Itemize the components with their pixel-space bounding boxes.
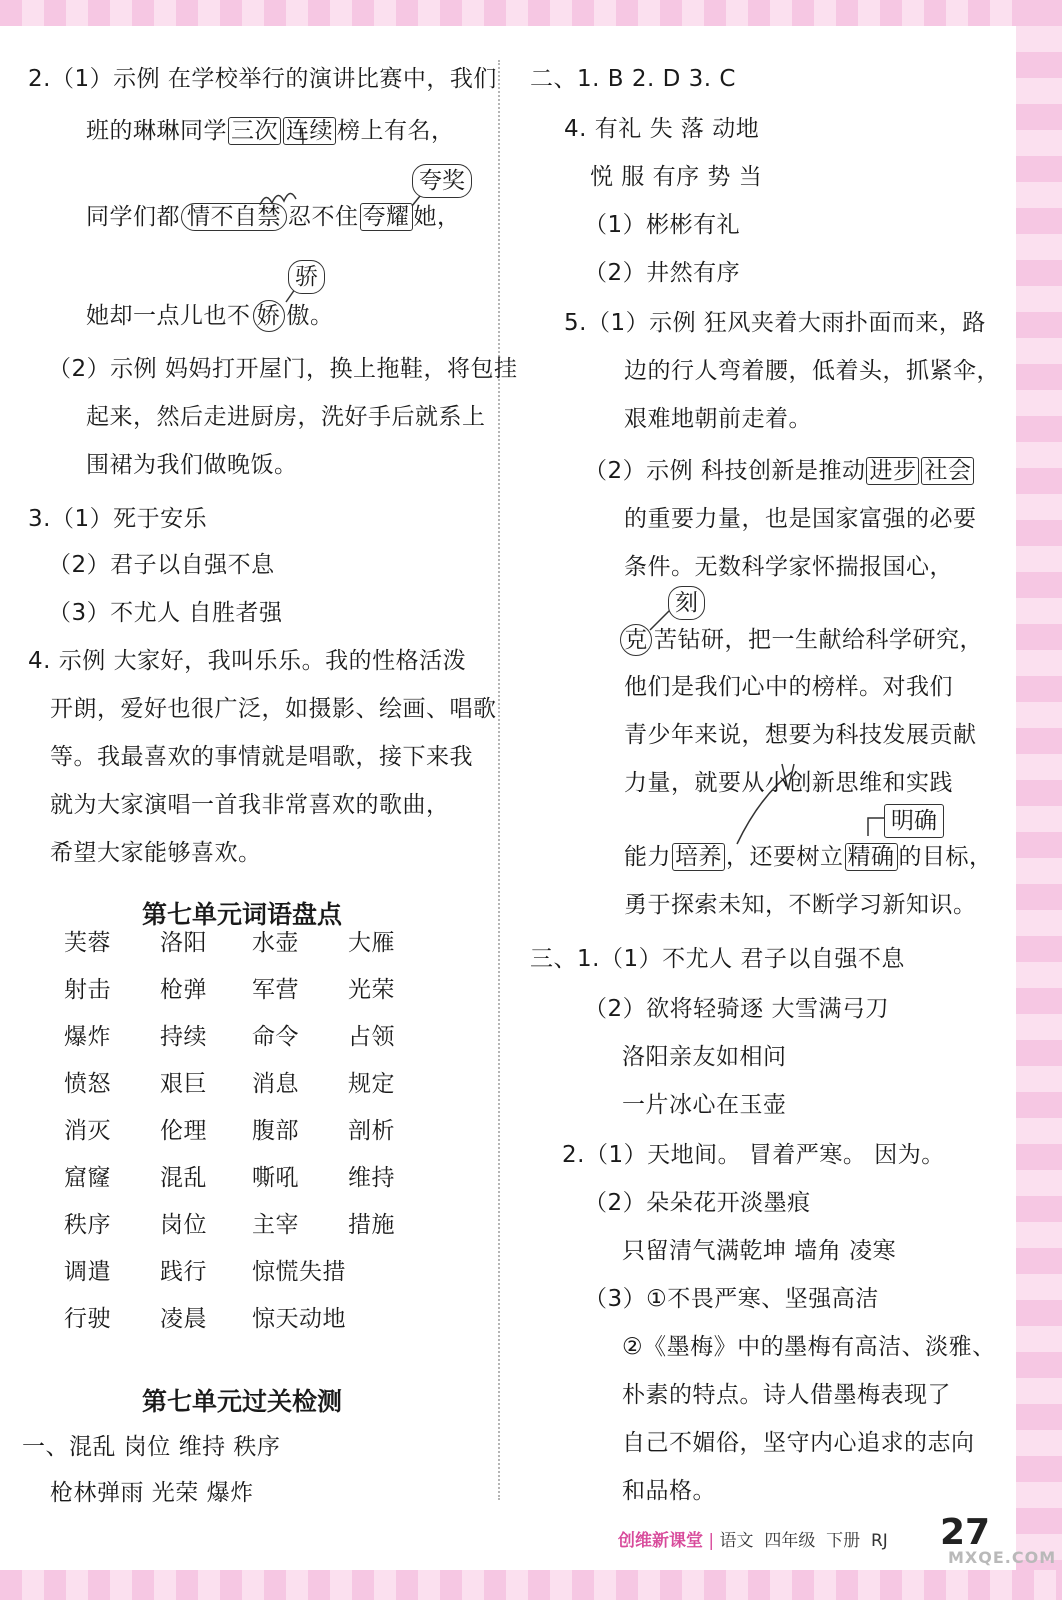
correction-line bbox=[868, 818, 884, 836]
footer: 创维新课堂 | 语文 四年级 下册 RJ bbox=[618, 1531, 888, 1551]
q2-p1-line2: 班的琳琳同学 三次 连续 榜上有名， bbox=[86, 118, 455, 144]
vocab-word: 行驶 bbox=[64, 1306, 111, 1332]
s3-line12: 和品格。 bbox=[622, 1478, 716, 1504]
vocab-word: 主宰 bbox=[252, 1212, 299, 1238]
edition: RJ bbox=[870, 1531, 888, 1551]
vocab-word: 射击 bbox=[64, 977, 111, 1003]
q2-p1-line3: 同学们都 情不自禁 忍不住 夸耀 她， bbox=[86, 204, 461, 230]
test-line2: 枪林弹雨 光荣 爆炸 bbox=[50, 1480, 254, 1506]
vocab-word: 维持 bbox=[348, 1165, 395, 1191]
vocab-word: 艰巨 bbox=[160, 1071, 207, 1097]
vocab-word: 枪弹 bbox=[160, 977, 207, 1003]
s3-line7: 只留清气满乾坤 墙角 凌寒 bbox=[622, 1238, 897, 1264]
s2-q5-p2-line5: 他们是我们心中的榜样。对我们 bbox=[624, 674, 953, 700]
vocab-word: 大雁 bbox=[348, 930, 395, 956]
s2-q5-line3: 艰难地朝前走着。 bbox=[624, 406, 812, 432]
wrong-char-circle: 克 bbox=[620, 624, 652, 656]
s2-q4-line4: （2）井然有序 bbox=[584, 260, 741, 286]
vocab-word: 消息 bbox=[252, 1071, 299, 1097]
vocab-word: 命令 bbox=[252, 1024, 299, 1050]
vocab-word: 占领 bbox=[348, 1024, 395, 1050]
s3-line2: （2）欲将轻骑逐 大雪满弓刀 bbox=[584, 996, 889, 1022]
q4-line3: 等。我最喜欢的事情就是唱歌，接下来我 bbox=[50, 744, 473, 770]
vocab-word: 腹部 bbox=[252, 1118, 299, 1144]
vocab-word: 愤怒 bbox=[64, 1071, 111, 1097]
wrong-char-circle: 娇 bbox=[253, 300, 285, 332]
correction-bubble: 明确 bbox=[884, 804, 944, 838]
s2-q5-p2-line6: 青少年来说，想要为科技发展贡献 bbox=[624, 722, 977, 748]
q4-line5: 希望大家能够喜欢。 bbox=[50, 840, 262, 866]
q2-p2-line2: 起来，然后走进厨房，洗好手后就系上 bbox=[86, 404, 486, 430]
q4-line4: 就为大家演唱一首我非常喜欢的歌曲， bbox=[50, 792, 450, 818]
s3-line8: （3）①不畏严寒、坚强高洁 bbox=[584, 1286, 879, 1312]
wrong-word-box: 精确 bbox=[845, 843, 898, 871]
q3-line3: （3）不尤人 自胜者强 bbox=[48, 600, 283, 626]
vocab-word: 混乱 bbox=[160, 1165, 207, 1191]
s2-q5-p2-line9: 勇于探索未知，不断学习新知识。 bbox=[624, 892, 977, 918]
vocab-word: 惊慌失措 bbox=[252, 1259, 346, 1285]
test-title: 第七单元过关检测 bbox=[142, 1387, 343, 1416]
vocab-word: 持续 bbox=[160, 1024, 207, 1050]
vocab-title: 第七单元词语盘点 bbox=[142, 900, 343, 929]
vocab-word: 践行 bbox=[160, 1259, 207, 1285]
q4-line1: 4. 示例 大家好，我叫乐乐。我的性格活泼 bbox=[28, 648, 467, 674]
s2-q4-line2: 悦 服 有序 势 当 bbox=[590, 164, 763, 190]
wrong-word-box: 夸耀 bbox=[360, 203, 413, 231]
s3-line10: 朴素的特点。诗人借墨梅表现了 bbox=[622, 1382, 951, 1408]
q2-p2-line3: 围裙为我们做晚饭。 bbox=[86, 452, 298, 478]
s2-q5-p2-line7: 力量，就要从小创新思维和实践 bbox=[624, 770, 953, 796]
s2-q4-line3: （1）彬彬有礼 bbox=[584, 212, 741, 238]
correction-bubble: 夸奖 bbox=[412, 164, 472, 198]
q2-p2-line1: （2）示例 妈妈打开屋门，换上拖鞋，将包挂 bbox=[48, 356, 518, 382]
s2-line1: 二、1. B 2. D 3. C bbox=[530, 66, 736, 92]
watermark: MXQE.COM bbox=[948, 1548, 1057, 1567]
delete-oval: 情不自禁 bbox=[181, 203, 287, 231]
s2-q5-line2: 边的行人弯着腰，低着头，抓紧伞， bbox=[624, 358, 1000, 384]
s2-q5-p2-line3: 条件。无数科学家怀揣报国心， bbox=[624, 554, 953, 580]
q4-line2: 开朗，爱好也很广泛，如摄影、绘画、唱歌 bbox=[50, 696, 497, 722]
vocab-word: 措施 bbox=[348, 1212, 395, 1238]
vocab-word: 凌晨 bbox=[160, 1306, 207, 1332]
s3-line3: 洛阳亲友如相问 bbox=[622, 1044, 787, 1070]
q2-p1-line1: 2.（1）示例 在学校举行的演讲比赛中，我们 bbox=[28, 66, 497, 92]
page-number: 27 bbox=[940, 1512, 991, 1553]
grade: 四年级 bbox=[764, 1531, 816, 1551]
vocab-word: 剖析 bbox=[348, 1118, 395, 1144]
vocab-word: 秩序 bbox=[64, 1212, 111, 1238]
test-line1: 一、混乱 岗位 维持 秩序 bbox=[22, 1434, 281, 1460]
vocab-word: 芙蓉 bbox=[64, 930, 111, 956]
subject: 语文 bbox=[719, 1531, 754, 1551]
vocab-word: 爆炸 bbox=[64, 1024, 111, 1050]
q3-line1: 3.（1）死于安乐 bbox=[28, 506, 208, 532]
s3-line11: 自己不媚俗，坚守内心追求的志向 bbox=[622, 1430, 975, 1456]
vocab-word: 伦理 bbox=[160, 1118, 207, 1144]
vocab-word: 调遣 bbox=[64, 1259, 111, 1285]
s2-q5-p2-line4: 克 苦钻研，把一生献给科学研究， bbox=[618, 624, 983, 656]
correction-bubble: 刻 bbox=[668, 586, 705, 620]
vocab-word: 光荣 bbox=[348, 977, 395, 1003]
vocab-word: 嘶吼 bbox=[252, 1165, 299, 1191]
q3-line2: （2）君子以自强不息 bbox=[48, 552, 275, 578]
s2-q5-line1: 5.（1）示例 狂风夹着大雨扑面而来，路 bbox=[564, 310, 986, 336]
s2-q5-p2-line1: （2）示例 科技创新是推动 进步 社会 bbox=[584, 456, 975, 486]
s3-line1: 三、1.（1）不尤人 君子以自强不息 bbox=[530, 946, 905, 972]
vocab-word: 岗位 bbox=[160, 1212, 207, 1238]
s2-q4-line1: 4. 有礼 失 落 动地 bbox=[564, 116, 760, 142]
move-box: 培养 bbox=[672, 843, 725, 871]
vocab-word: 洛阳 bbox=[160, 930, 207, 956]
vocab-word: 规定 bbox=[348, 1071, 395, 1097]
s3-line9: ②《墨梅》中的墨梅有高洁、淡雅、 bbox=[622, 1334, 996, 1360]
s3-line6: （2）朵朵花开淡墨痕 bbox=[584, 1190, 811, 1216]
swap-box: 社会 bbox=[921, 457, 974, 485]
swap-box: 进步 bbox=[866, 457, 919, 485]
vocab-word: 消灭 bbox=[64, 1118, 111, 1144]
vocab-word: 军营 bbox=[252, 977, 299, 1003]
s2-q5-p2-line2: 的重要力量，也是国家富强的必要 bbox=[624, 506, 977, 532]
correction-bubble: 骄 bbox=[288, 260, 325, 294]
s3-line5: 2.（1）天地间。 冒着严寒。 因为。 bbox=[562, 1142, 945, 1168]
s3-line4: 一片冰心在玉壶 bbox=[622, 1092, 787, 1118]
vocab-word: 惊天动地 bbox=[252, 1306, 346, 1332]
swap-box: 连续 bbox=[283, 117, 336, 145]
s2-q5-p2-line8: 能力 培养 ，还要树立 精确 的目标， bbox=[624, 844, 993, 870]
vocab-word: 水壶 bbox=[252, 930, 299, 956]
brand-name: 创维新课堂 bbox=[618, 1531, 703, 1551]
vocab-word: 窟窿 bbox=[64, 1165, 111, 1191]
term: 下册 bbox=[826, 1531, 861, 1551]
q2-p1-line4: 她却一点儿也不 娇 傲。 bbox=[86, 300, 334, 332]
swap-box: 三次 bbox=[228, 117, 281, 145]
